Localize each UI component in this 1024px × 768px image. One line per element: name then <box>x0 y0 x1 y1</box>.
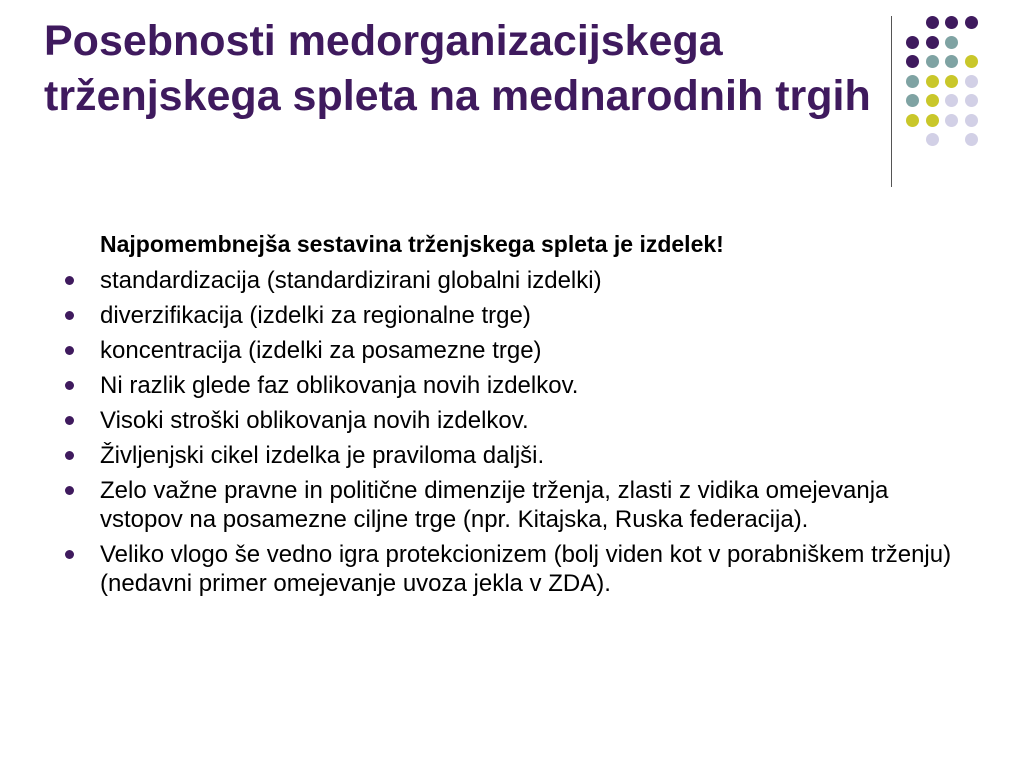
decorative-dot-icon <box>926 36 939 49</box>
decorative-dot-icon <box>906 75 919 88</box>
decorative-dot-icon <box>965 16 978 29</box>
bullet-item <box>62 371 962 400</box>
decorative-dot-icon <box>945 55 958 68</box>
bullet-item <box>62 406 962 435</box>
decorative-dot-icon <box>926 75 939 88</box>
bullet-text: Visoki stroški oblikovanja novih izdelkov. <box>100 407 529 434</box>
bullet-item <box>62 336 962 365</box>
bullet-item <box>62 301 962 330</box>
decorative-dot-icon <box>926 133 939 146</box>
intro-text: Najpomembnejša sestavina trženjskega spleta je izdelek! <box>100 231 724 257</box>
decorative-dot-icon <box>965 55 978 68</box>
bullet-list <box>62 266 962 598</box>
decorative-dot-icon <box>906 114 919 127</box>
decorative-dot-icon <box>906 55 919 68</box>
decorative-dot-icon <box>926 94 939 107</box>
bullet-icon <box>65 451 74 460</box>
bullet-item <box>62 540 962 598</box>
bullet-text: Veliko vlogo še vedno igra protekcionizem (bolj viden kot v porabniškem trženju) (nedavni primer omejevanje uvoza jekla v ZDA). <box>100 541 952 597</box>
decorative-dot-icon <box>945 94 958 107</box>
bullet-text: Ni razlik glede faz oblikovanja novih izdelkov. <box>100 372 579 399</box>
bullet-text: Življenjski cikel izdelka je praviloma daljši. <box>100 442 545 469</box>
bullet-text: koncentracija (izdelki za posamezne trge) <box>100 337 542 364</box>
decorative-dot-icon <box>906 36 919 49</box>
slide-content <box>62 230 962 604</box>
decorative-dot-icon <box>906 94 919 107</box>
bullet-icon <box>65 276 74 285</box>
decorative-dot-grid <box>0 0 1024 200</box>
decorative-dot-icon <box>945 114 958 127</box>
decorative-dot-icon <box>965 133 978 146</box>
bullet-icon <box>65 346 74 355</box>
bullet-item <box>62 266 962 295</box>
decorative-dot-icon <box>945 75 958 88</box>
decorative-dot-icon <box>965 94 978 107</box>
bullet-icon <box>65 381 74 390</box>
bullet-item <box>62 476 962 534</box>
bullet-text: standardizacija (standardizirani globalni izdelki) <box>100 267 602 294</box>
decorative-dot-icon <box>945 16 958 29</box>
bullet-text: diverzifikacija (izdelki za regionalne trge) <box>100 302 531 329</box>
decorative-dot-icon <box>926 55 939 68</box>
bullet-text: Zelo važne pravne in politične dimenzije trženja, zlasti z vidika omejevanja vstopov na posamezne ciljne trge (npr. Kitajska, Ruska federacija). <box>100 477 889 533</box>
bullet-icon <box>65 416 74 425</box>
bullet-icon <box>65 311 74 320</box>
bullet-icon <box>65 550 74 559</box>
decorative-dot-icon <box>965 114 978 127</box>
bullet-icon <box>65 486 74 495</box>
decorative-dot-icon <box>945 36 958 49</box>
bullet-item <box>62 441 962 470</box>
decorative-dot-icon <box>926 114 939 127</box>
decorative-dot-icon <box>926 16 939 29</box>
slide-title: Posebnosti medorganizacijskega trženjskega spleta na mednarodnih trgih <box>44 17 871 120</box>
decorative-dot-icon <box>965 75 978 88</box>
